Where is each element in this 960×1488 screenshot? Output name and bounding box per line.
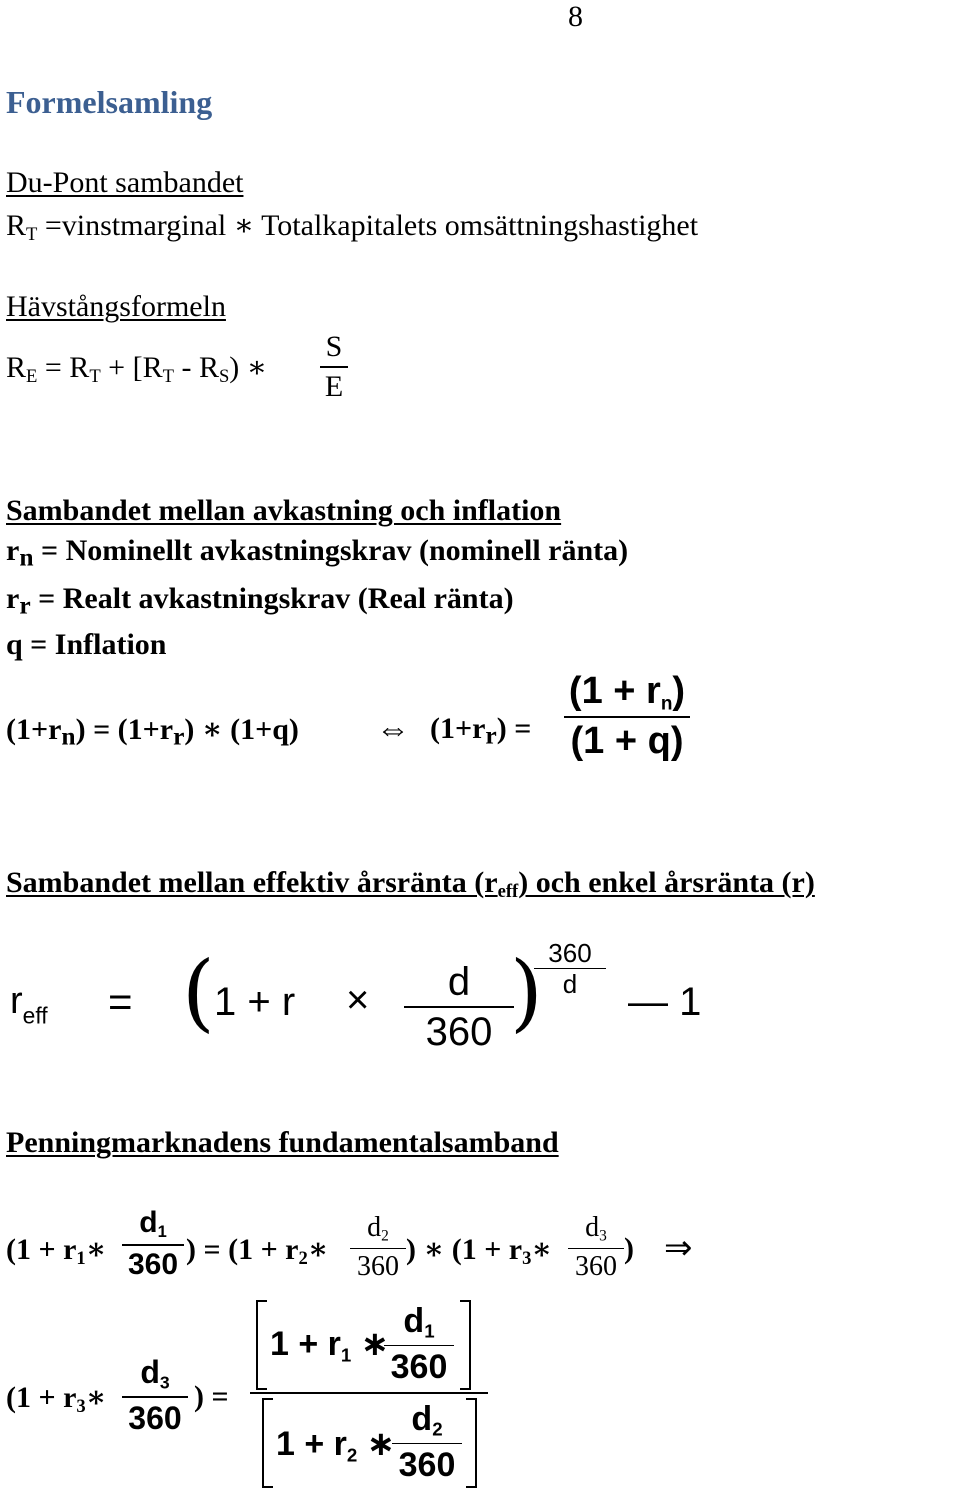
effective-exponent: 360 d <box>534 940 606 997</box>
leverage-formula: $R_E = R_T + [R_T - R_S)$ ∗ <box>6 351 268 388</box>
effective-title: Sambandet mellan effektiv årsränta $(r_{eff})$ och enkel årsränta (r) <box>6 866 815 903</box>
implies-arrow-icon: ⇒ <box>664 1229 693 1267</box>
effective-right-paren: ) <box>510 943 543 1041</box>
effective-fraction: d 360 <box>404 962 514 1052</box>
leverage-title: Hävstångsformeln <box>6 290 226 323</box>
inflation-equation-right: (1+rr) = <box>430 712 532 750</box>
dupont-title: Du-Pont sambandet <box>6 166 244 199</box>
mm-eq1-part1: ($1 + r_1∗$ <box>6 1233 107 1270</box>
mm-bottom-frac: d2 360 <box>392 1402 462 1482</box>
inflation-equation: (1+rn) = (1+rr) ∗ (1+q) <box>6 713 299 751</box>
effective-left-paren: ( <box>182 943 215 1041</box>
inflation-line-rr: rr = Realt avkastningskrav (Real ränta) <box>6 582 514 620</box>
mm-eq1-frac2: d2 360 <box>350 1214 406 1281</box>
mm-bracket-bottom-right <box>466 1398 477 1488</box>
leverage-fraction: S E <box>320 332 348 402</box>
mm-top-frac: d1 360 <box>384 1304 454 1384</box>
mm-top-one-plus-r: 1 + r1 ∗ <box>270 1325 390 1366</box>
mm-bracket-top-right <box>460 1300 471 1390</box>
money-market-title: Penningmarknadens fundamentalsamband <box>6 1126 559 1159</box>
page-number: 8 <box>568 0 583 33</box>
effective-equals: = <box>108 978 133 1025</box>
mm-bracket-top-left <box>256 1300 267 1390</box>
inflation-line-rn: rn = Nominellt avkastningskrav (nominell ränta) <box>6 534 629 572</box>
mm-eq1-close: ) <box>624 1232 634 1265</box>
mm-eq1-frac3: d3 360 <box>568 1214 624 1281</box>
mm-bottom-one-plus-r: 1 + r2 ∗ <box>276 1425 396 1466</box>
effective-lhs: $r_{eff}$ <box>10 980 48 1029</box>
mm-main-fraction-bar <box>250 1392 488 1394</box>
effective-times: × <box>346 978 370 1022</box>
dupont-formula: $R_T$ =vinstmarginal ∗ Totalkapitalets omsättningshastighet <box>6 209 699 246</box>
effective-minus-one: — 1 <box>628 980 702 1024</box>
mm-eq2-lhs: ($1 + r_3∗$ <box>6 1381 107 1418</box>
mm-bracket-bottom-left <box>262 1398 273 1488</box>
mm-eq1-part3: ) ∗ ($1 + r_3∗$ <box>406 1233 553 1270</box>
mm-eq2-lhs-frac: d3 360 <box>122 1356 188 1434</box>
page-title: Formelsamling <box>6 84 213 120</box>
effective-one-plus-r: 1 + r <box>214 980 296 1024</box>
mm-eq1-frac1: d1 360 <box>122 1208 184 1280</box>
inflation-line-q: q = Inflation <box>6 628 167 661</box>
iff-arrow-icon: ⇔ <box>376 710 410 748</box>
inflation-title: Sambandet mellan avkastning och inflation <box>6 494 562 527</box>
mm-eq1-part2: ) = ($1 + r_2∗$ <box>186 1233 329 1270</box>
mm-eq2-equals: ) = <box>194 1380 229 1413</box>
inflation-fraction: (1 + rn) (1 + q) <box>564 672 690 760</box>
